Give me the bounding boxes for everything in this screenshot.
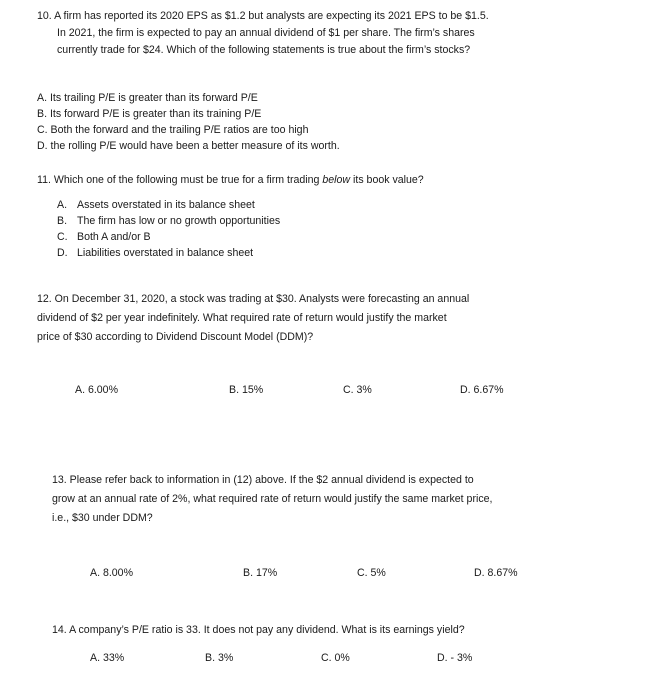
q11-option-b-letter: B. (57, 215, 68, 227)
q11-stem-emphasis: below (322, 174, 351, 186)
q11-option-a-letter: A. (57, 199, 68, 211)
q14-stem: 14. A company’s P/E ratio is 33. It does not pay any dividend. What is its earnings yield? (52, 624, 465, 636)
q13-stem-line-3: i.e., $30 under DDM? (52, 512, 153, 524)
q12-option-d: D. 6.67% (460, 384, 504, 396)
q11-option-a (57, 197, 255, 214)
q12-option-c: C. 3% (343, 384, 372, 396)
q10-stem-line-3: currently trade for $24. Which of the following statements is true about the firm’s stocks? (57, 44, 471, 56)
q11-option-d (57, 245, 253, 262)
q12-option-a: A. 6.00% (75, 384, 118, 396)
q10-option-b: B. Its forward P/E is greater than its training P/E (37, 108, 262, 120)
q13-stem-line-2: grow at an annual rate of 2%, what required rate of return would justify the same market price, (52, 493, 493, 505)
q11-option-b-text: The firm has low or no growth opportunities (77, 215, 281, 227)
q14-option-d: D. - 3% (437, 652, 473, 664)
q11-option-d-text: Liabilities overstated in balance sheet (77, 247, 254, 259)
q12-stem-line-1: 12. On December 31, 2020, a stock was trading at $30. Analysts were forecasting an annual (37, 293, 470, 305)
q10-stem-line-1: 10. A firm has reported its 2020 EPS as $1.2 but analysts are expecting its 2021 EPS to be $1.5. (37, 10, 489, 22)
q13-option-d: D. 8.67% (474, 567, 518, 579)
q14-option-c: C. 0% (321, 652, 350, 664)
q10-option-a: A. Its trailing P/E is greater than its forward P/E (37, 92, 258, 104)
q11-stem (37, 172, 424, 189)
q10-option-c: C. Both the forward and the trailing P/E ratios are too high (37, 124, 309, 136)
q10-option-d: D. the rolling P/E would have been a better measure of its worth. (37, 140, 340, 152)
q14-option-b: B. 3% (205, 652, 234, 664)
q11-stem-before: 11. Which one of the following must be true for a firm trading (37, 174, 323, 186)
q13-option-b: B. 17% (243, 567, 278, 579)
q13-option-c: C. 5% (357, 567, 386, 579)
q11-option-c-text: Both A and/or B (77, 231, 151, 243)
q14-option-a: A. 33% (90, 652, 125, 664)
q12-option-b: B. 15% (229, 384, 264, 396)
q11-stem-after: its book value? (350, 174, 424, 186)
q11-option-b (57, 213, 280, 230)
q13-option-a: A. 8.00% (90, 567, 133, 579)
q11-option-c (57, 229, 151, 246)
q10-stem-line-2: In 2021, the firm is expected to pay an annual dividend of $1 per share. The firm’s shares (57, 27, 475, 39)
q13-stem-line-1: 13. Please refer back to information in (12) above. If the $2 annual dividend is expected to (52, 474, 474, 486)
q11-option-c-letter: C. (57, 231, 68, 243)
q11-option-a-text: Assets overstated in its balance sheet (77, 199, 255, 211)
q11-option-d-letter: D. (57, 247, 68, 259)
q12-stem-line-2: dividend of $2 per year indefinitely. What required rate of return would justify the market (37, 312, 447, 324)
q12-stem-line-3: price of $30 according to Dividend Discount Model (DDM)? (37, 331, 314, 343)
